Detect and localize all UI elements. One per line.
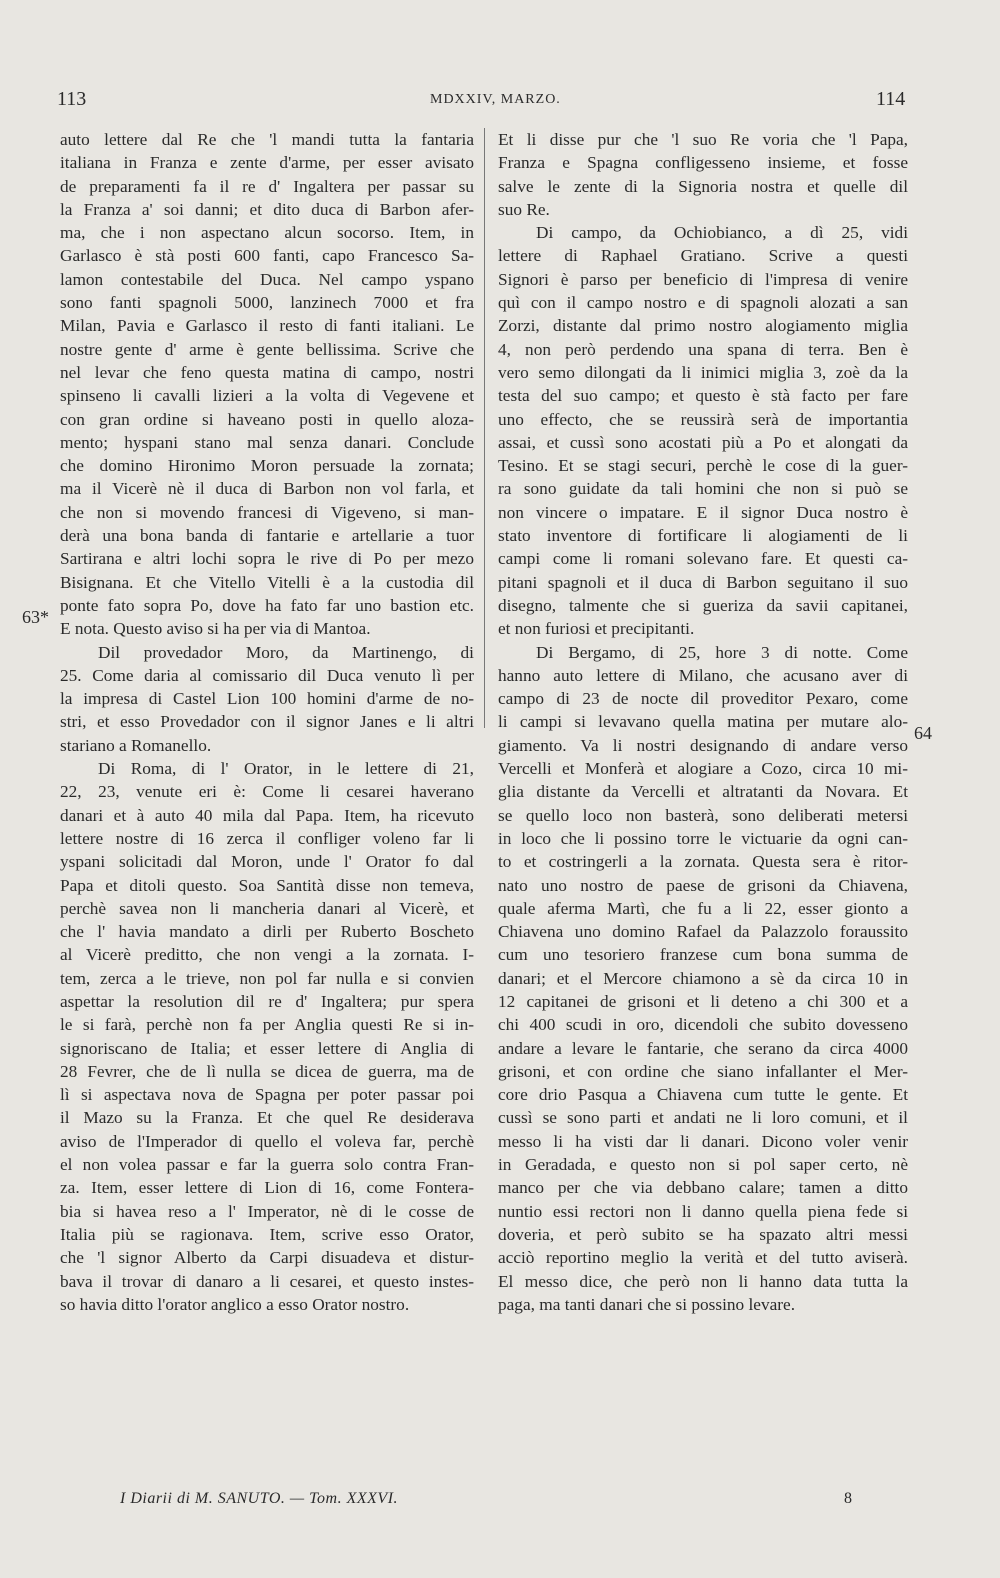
- text-line: ma il Vicerè nè il duca di Barbon non vol farla, et: [60, 479, 474, 499]
- text-line: Chiavena uno domino Rafael da Palazzolo foraussito: [498, 922, 908, 942]
- right-column: [498, 128, 908, 1316]
- text-line: 12 capitanei de grisoni et li deteno a chi 300 et a: [498, 991, 908, 1011]
- text-line: bava il trovar di danaro a li cesarei, et questo instes-: [60, 1271, 474, 1291]
- text-line: che 'l signor Alberto da Carpi disuadeva et distur-: [60, 1248, 474, 1268]
- text-line: 22, 23, venute eri è: Come li cesarei haverano: [60, 782, 474, 802]
- text-line: danari et à auto 40 mila dal Papa. Item, ha ricevuto: [60, 805, 474, 825]
- text-line: Milan, Pavia e Garlasco il resto di fanti italiani. Le: [60, 316, 474, 336]
- text-line: Garlasco è stà posti 600 fanti, capo Francesco Sa-: [60, 246, 474, 266]
- text-line: Franza e Spagna confligesseno insieme, et fosse: [498, 153, 908, 173]
- text-line: El messo dice, che però non li hanno data tutta la: [498, 1271, 908, 1291]
- text-line: assai, et cussì sono acostati più a Po et alongati da: [498, 432, 908, 452]
- text-line: lettere nostre di 16 zerca il confliger voleno far li: [60, 828, 474, 848]
- text-line: Dil provedador Moro, da Martinengo, di: [98, 642, 474, 662]
- text-line: andare a levare le fantarie, che serano da circa 4000: [498, 1038, 908, 1058]
- page-footer: [0, 1490, 1000, 1518]
- text-line: to et costringerli a la zornata. Questa sera è ritor-: [498, 852, 908, 872]
- text-line: li campi si levavano quella matina per mutare alo-: [498, 712, 908, 732]
- text-line: italiana in Franza e zente d'arme, per esser avisato: [60, 153, 474, 173]
- text-line: lamon contestabile del Duca. Nel campo yspano: [60, 269, 474, 289]
- text-line: ma, che i non aspectano alcun socorso. Item, in: [60, 223, 474, 243]
- text-line: mento; hyspani stano mal senza danari. Conclude: [60, 432, 474, 452]
- text-line: la impresa di Castel Lion 100 homini d'arme de no-: [60, 689, 474, 709]
- page-number-left: 113: [57, 88, 87, 110]
- text-line: grisoni, et con ordine che siano infallanter el Mer-: [498, 1061, 908, 1081]
- text-line: 4, non però perdendo una spana di terra. Ben è: [498, 339, 908, 359]
- text-line: nato uno nostro de paese de grisoni da Chiavena,: [498, 875, 908, 895]
- text-line: le si farà, perchè non fa per Anglia questi Re si in-: [60, 1015, 474, 1035]
- text-line: ra sono guidate da tali homini che non si può se: [498, 479, 908, 499]
- text-line: sono fanti spagnoli 5000, lanzinech 7000 et fra: [60, 293, 474, 313]
- margin-note-right: 64: [914, 723, 932, 743]
- text-line: so havia ditto l'orator anglico a esso Orator nostro.: [60, 1294, 410, 1314]
- text-line: Di Roma, di l' Orator, in le lettere di 21,: [98, 759, 474, 779]
- page-header: [0, 88, 1000, 118]
- text-line: 25. Come daria al comissario dil Duca venuto lì per: [60, 665, 474, 685]
- text-line: campo di 23 de nocte dil proveditor Pexaro, come: [498, 689, 908, 709]
- text-line: con gran ordine si haveano posti in quello aloza-: [60, 409, 474, 429]
- text-line: che domino Hironimo Moron persuade la zornata;: [60, 456, 474, 476]
- text-line: perchè savea non li mancheria danari al Vicerè, et: [60, 898, 474, 918]
- text-line: E nota. Questo aviso si ha per via di Mantoa.: [60, 619, 371, 639]
- text-line: nostre gente d' arme è gente bellissima. Scrive che: [60, 339, 474, 359]
- margin-note-left: 63*: [22, 607, 49, 627]
- footer-title: I Diarii di M. SANUTO. — Tom. XXXVI.: [120, 1490, 399, 1507]
- text-line: stri, et esso Provedador con il signor Janes e li altri: [60, 712, 474, 732]
- text-line: spinseno li cavalli lizieri a la volta di Vegevene et: [60, 386, 474, 406]
- text-line: Tesino. Et se stagi securi, perchè le cose di la guer-: [498, 456, 908, 476]
- text-line: aspettar la resolution dil re d' Ingaltera; pur spera: [60, 991, 474, 1011]
- text-line: salve le zente di la Signoria nostra et quelle dil: [498, 176, 908, 196]
- text-line: manco per che via debbano calare; tamen a ditto: [498, 1178, 908, 1198]
- text-line: giamento. Va li nostri designando di andare verso: [498, 735, 908, 755]
- text-line: cussì se sono parti et andati ne li loro comuni, et il: [498, 1108, 908, 1128]
- text-line: 28 Fevrer, che de lì nulla se dicea de guerra, ma de: [60, 1061, 474, 1081]
- text-line: che non si movendo francesi di Vigeveno, si man-: [60, 502, 474, 522]
- text-line: tem, zerca a le trieve, non pol far nulla e si convien: [60, 968, 474, 988]
- text-line: Vercelli et Monferà et alogiare a Cozo, circa 10 mi-: [498, 759, 908, 779]
- footer-signature: 8: [844, 1490, 852, 1507]
- text-line: lì si aspectava nova de Spagna per poter passar poi: [60, 1085, 474, 1105]
- text-line: in loco che li possino torre le victuarie da ogni can-: [498, 828, 908, 848]
- text-line: danari; et el Mercore chiamono a sè da circa 10 in: [498, 968, 908, 988]
- text-line: derà una bona banda di fantarie e artellarie a tuor: [60, 526, 474, 546]
- running-title: MDXXIV, MARZO.: [430, 92, 561, 107]
- text-line: za. Item, esser lettere di Lion di 16, come Fontera-: [60, 1178, 474, 1198]
- text-line: in Geradada, e questo non si pol saper certo, nè: [498, 1155, 908, 1175]
- text-line: al Vicerè preditto, che non vengi a la zornata. I-: [60, 945, 474, 965]
- text-line: stariano a Romanello.: [60, 735, 212, 755]
- text-line: uno effecto, che se reussirà serà de importantia: [498, 409, 908, 429]
- text-line: messo li ha visti dar li danari. Dicono voler venir: [498, 1131, 908, 1151]
- text-line: bia si havea reso a l' Imperator, nè di le cosse de: [60, 1201, 474, 1221]
- text-line: aviso de l'Imperador di quello el voleva far, perchè: [60, 1131, 474, 1151]
- text-line: core drio Pasqua a Chiavena cum tutte le gente. Et: [498, 1085, 908, 1105]
- text-line: de preparamenti fa il re d' Ingaltera per passar su: [60, 176, 474, 196]
- text-line: quì con il campo nostro e di spagnoli alozati a san: [498, 293, 908, 313]
- text-line: Italia più se ragionava. Item, scrive esso Orator,: [60, 1224, 474, 1244]
- text-line: glia distante da Vercelli et altratanti da Novara. Et: [498, 782, 908, 802]
- text-line: suo Re.: [498, 199, 550, 219]
- text-line: quale aferma Martì, che fu a li 22, esser gionto a: [498, 898, 908, 918]
- text-line: il Mazo su la Franza. Et che quel Re desiderava: [60, 1108, 474, 1128]
- text-line: non vincere o impatare. E il signor Duca nostro è: [498, 502, 908, 522]
- text-line: lettere di Raphael Gratiano. Scrive a questi: [498, 246, 908, 266]
- text-line: Bisignana. Et che Vitello Vitelli è a la custodia dil: [60, 572, 474, 592]
- page-number-right: 114: [876, 88, 906, 110]
- text-line: cum uno tesoriero franzese cum bona summa de: [498, 945, 908, 965]
- text-line: acciò reportino meglio la verità et del tutto aviserà.: [498, 1248, 908, 1268]
- text-line: hanno auto lettere di Milano, che acusano aver di: [498, 665, 908, 685]
- text-line: campi come li romani solevano fare. Et questi ca-: [498, 549, 908, 569]
- text-line: Papa et ditoli questo. Soa Santità disse non temeva,: [60, 875, 474, 895]
- text-line: Et li disse pur che 'l suo Re voria che 'l Papa,: [498, 130, 908, 149]
- text-line: signoriscano de Italia; et esser lettere di Anglia di: [60, 1038, 474, 1058]
- text-line: pitani spagnoli et il duca di Barbon seguitano il suo: [498, 572, 908, 592]
- text-line: yspani solicitadi dal Moron, unde l' Orator fo dal: [60, 852, 474, 872]
- text-line: che l' havia mandato a dirli per Ruberto Boscheto: [60, 922, 474, 942]
- text-line: chi 400 scudi in oro, dicendoli che subito dovesseno: [498, 1015, 908, 1035]
- left-column: [60, 128, 474, 1316]
- text-line: doveria, et però subito se ha spazato altri messi: [498, 1224, 908, 1244]
- text-line: Sartirana e altri lochi sopra le rive di Po per mezo: [60, 549, 474, 569]
- text-line: Di campo, da Ochiobianco, a dì 25, vidi: [536, 223, 908, 243]
- text-line: ponte fato sopra Po, dove ha fato far uno bastion etc.: [60, 595, 474, 615]
- text-line: Zorzi, distante dal primo nostro alogiamento miglia: [498, 316, 908, 336]
- text-line: Di Bergamo, di 25, hore 3 di notte. Come: [536, 642, 908, 662]
- text-line: auto lettere dal Re che 'l mandi tutta la fantaria: [60, 130, 474, 149]
- text-line: se quello loco non basterà, sono deliberati metersi: [498, 805, 908, 825]
- text-line: et non furiosi et precipitanti.: [498, 619, 695, 639]
- text-line: nuntio essi rectori non li danno quella piena fede si: [498, 1201, 908, 1221]
- text-line: el non volea passar e far la guerra solo contra Fran-: [60, 1155, 474, 1175]
- text-line: Signori è parso per beneficio di l'impresa di venire: [498, 269, 908, 289]
- column-divider: [484, 128, 486, 728]
- text-line: testa del suo campo; et questo è stà facto per fare: [498, 386, 908, 406]
- text-line: paga, ma tanti danari che si possino levare.: [498, 1294, 796, 1314]
- text-line: disegno, talmente che si gueriza da savii capitanei,: [498, 595, 908, 615]
- text-line: vero semo dilongati da li inimici miglia 3, zoè da la: [498, 362, 908, 382]
- text-line: stato inventore di fortificare li alogiamenti de li: [498, 526, 908, 546]
- text-line: nel levar che feno questa matina di campo, nostri: [60, 362, 474, 382]
- text-line: la Franza a' soi danni; et dito duca di Barbon afer-: [60, 199, 474, 219]
